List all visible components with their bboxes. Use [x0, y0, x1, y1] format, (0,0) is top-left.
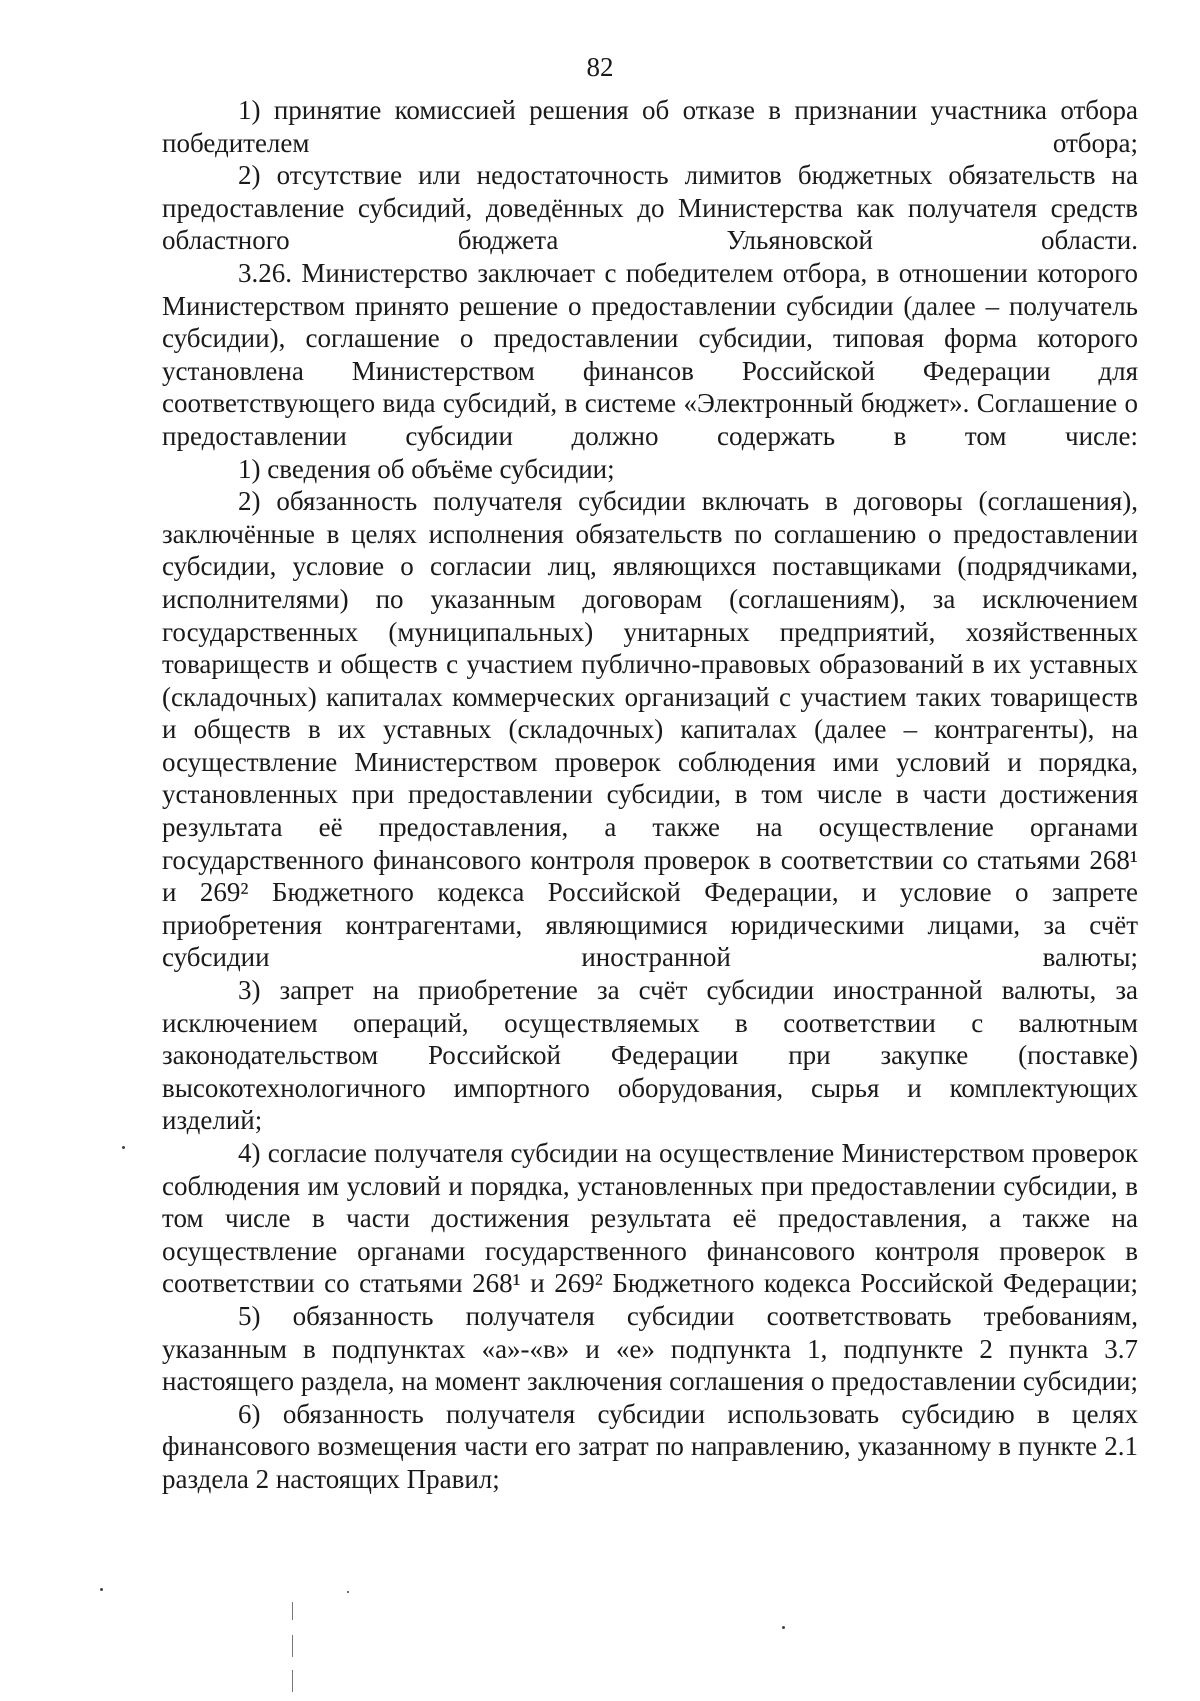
paragraph-contractor-consent: 2) обязанность получателя субсидии включать в договоры (соглашения), заключённые в целях исполнения обязательств по соглашению о предоставлении субсидии, условие о согласии лиц, являющихся поставщиками (подрядчиками, исполнителями) по указанным договорам (соглашениям), за исключением государственных (муниципальных) унитарных предприятий, хозяйственных товариществ и обществ с участием публично-правовых образований в их уставных (складочных) капиталах коммерческих организаций с участием таких товариществ и обществ в их уставных (складочных) капиталах (далее – контрагенты), на осуществление Министерством проверок соблюдения ими условий и порядка, установленных при предоставлении субсидии, в том числе в части достижения результата её предоставления, а также на осуществление органами государственного финансового контроля проверок в соответствии со статьями 268¹ и 269² Бюджетного кодекса Российской Федерации, и условие о запрете приобретения контрагентами, являющимися юридическими лицами, за счёт субсидии иностранной валюты;	[162, 486, 1138, 973]
paragraph-budget-limits: 2) отсутствие или недостаточность лимитов бюджетных обязательств на предоставление субсидий, доведённых до Министерства как получателя средств областного бюджета Ульяновской области.	[162, 160, 1138, 256]
paragraph-requirements-compliance: 5) обязанность получателя субсидии соответствовать требованиям, указанным в подпунктах «а»-«в» и «е» подпункта 1, подпункте 2 пункта 3.7 настоящего раздела, на момент заключения соглашения о предоставлении субсидии;	[162, 1300, 1138, 1397]
page-number: 82	[586, 52, 614, 82]
document-body	[162, 94, 1138, 1496]
paragraph-use-of-subsidy: 6) обязанность получателя субсидии использовать субсидию в целях финансового возмещения части его затрат по направлению, указанному в пункте 2.1 раздела 2 настоящих Правил;	[162, 1398, 1138, 1494]
paragraph-3-26: 3.26. Министерство заключает с победителем отбора, в отношении которого Министерством принято решение о предоставлении субсидии (далее – получатель субсидии), соглашение о предоставлении субсидии, типовая форма которого установлена Министерством финансов Российской Федерации для соответствующего вида субсидий, в системе «Электронный бюджет». Соглашение о предоставлении субсидии должно содержать в том числе:	[162, 257, 1138, 451]
paragraph-subsidy-volume: 1) сведения об объёме субсидии;	[238, 453, 615, 484]
paragraph-rejection-decision: 1) принятие комиссией решения об отказе в признании участника отбора победителем отбора;	[162, 95, 1138, 158]
paragraph-currency-ban: 3) запрет на приобретение за счёт субсидии иностранной валюты, за исключением операций, осуществляемых в соответствии с валютным законодательством Российской Федерации при закупке (поставке) высокотехнологичного импортного оборудования, сырья и комплектующих изделий;	[162, 975, 1138, 1136]
paragraph-inspection-consent: 4) согласие получателя субсидии на осуществление Министерством проверок соблюдения им условий и порядка, установленных при предоставлении субсидии, в том числе в части достижения результата её предоставления, а также на осуществление органами государственного финансового контроля проверок в соответствии со статьями 268¹ и 269² Бюджетного кодекса Российской Федерации;	[162, 1138, 1138, 1299]
